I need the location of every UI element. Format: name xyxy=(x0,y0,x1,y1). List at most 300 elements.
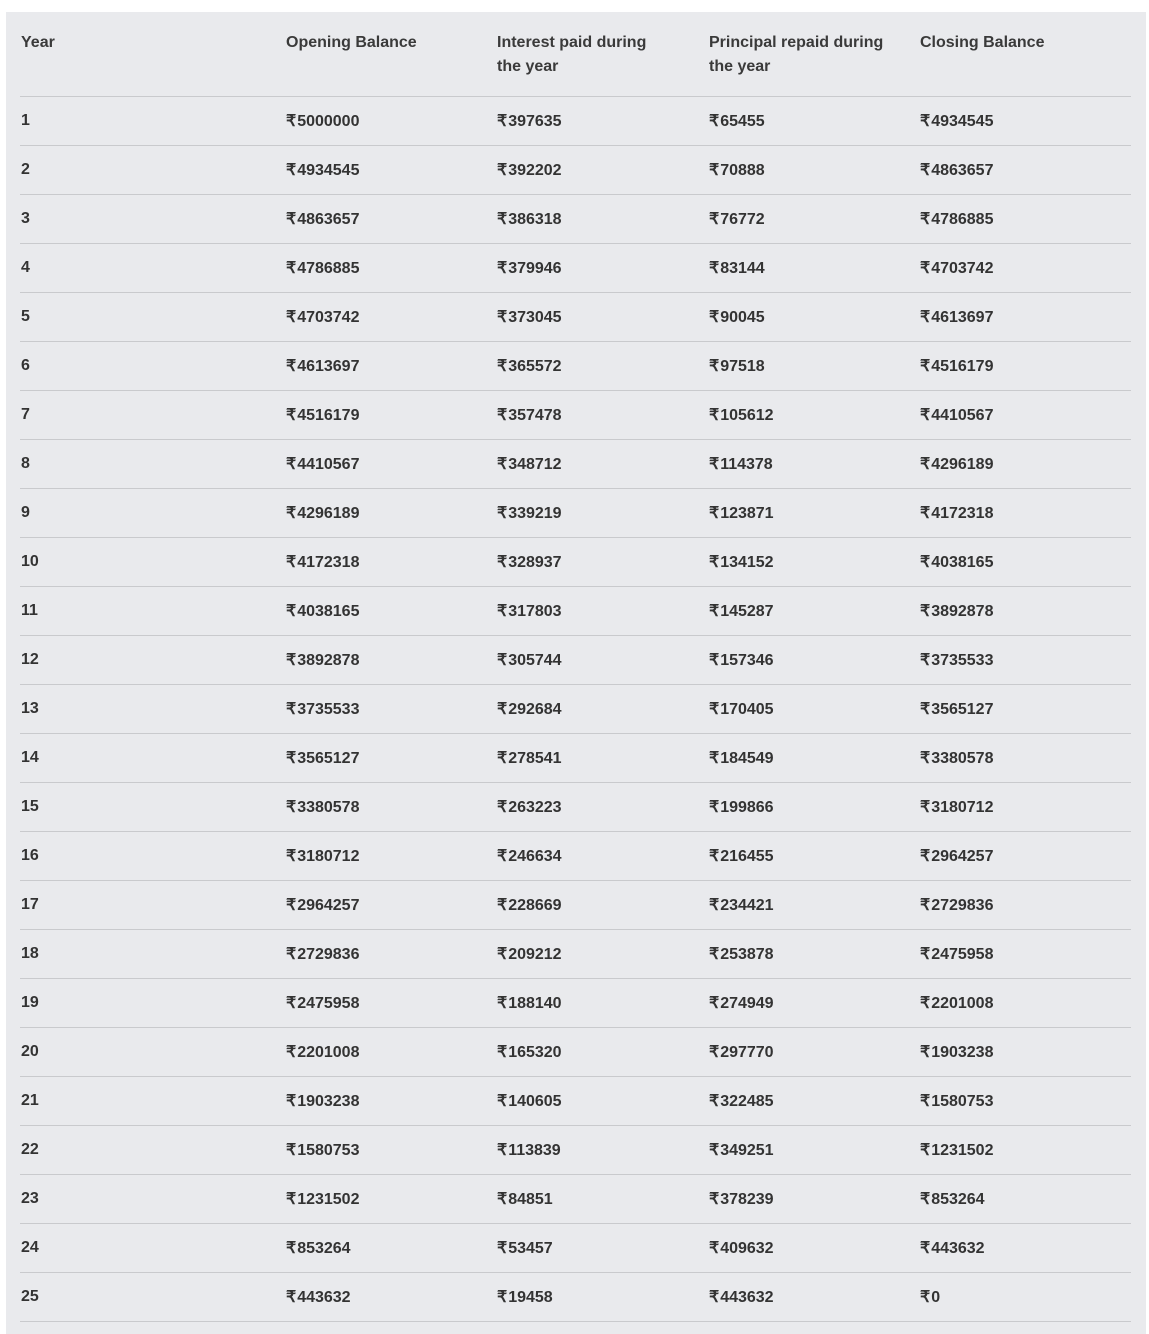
cell-value: 1903238 xyxy=(931,1043,994,1061)
cell-value: 4703742 xyxy=(931,259,994,277)
cell-value: 16 xyxy=(21,846,39,864)
cell-value: 216455 xyxy=(720,847,774,865)
cell-opening-balance xyxy=(285,96,496,145)
cell-year xyxy=(20,1076,285,1125)
cell-year xyxy=(20,292,285,341)
cell-interest-paid xyxy=(496,929,708,978)
rupee-icon: ₹ xyxy=(920,357,931,375)
cell-opening-balance xyxy=(285,978,496,1027)
cell-value: 65455 xyxy=(720,112,765,130)
cell-interest-paid xyxy=(496,1272,708,1321)
cell-closing-balance xyxy=(919,1076,1131,1125)
cell-year xyxy=(20,145,285,194)
cell-value: 4613697 xyxy=(297,357,360,375)
cell-value: 1580753 xyxy=(297,1141,360,1159)
rupee-icon: ₹ xyxy=(920,602,931,620)
cell-value: 1231502 xyxy=(297,1190,360,1208)
cell-year xyxy=(20,537,285,586)
cell-opening-balance xyxy=(285,1076,496,1125)
cell-value: 4516179 xyxy=(931,357,994,375)
cell-year xyxy=(20,880,285,929)
cell-principal-repaid xyxy=(708,1272,919,1321)
cell-value: 246634 xyxy=(508,847,562,865)
cell-value: 3892878 xyxy=(931,602,994,620)
table-row xyxy=(20,96,1131,145)
rupee-icon: ₹ xyxy=(286,602,297,620)
cell-value: 228669 xyxy=(508,896,562,914)
cell-value: 328937 xyxy=(508,553,562,571)
cell-closing-balance xyxy=(919,537,1131,586)
rupee-icon: ₹ xyxy=(286,406,297,424)
cell-year xyxy=(20,1174,285,1223)
cell-opening-balance xyxy=(285,1223,496,1272)
cell-value: 3892878 xyxy=(297,651,360,669)
cell-principal-repaid xyxy=(708,145,919,194)
cell-closing-balance xyxy=(919,1125,1131,1174)
cell-value: 234421 xyxy=(720,896,774,914)
cell-interest-paid xyxy=(496,537,708,586)
rupee-icon: ₹ xyxy=(709,651,720,669)
cell-principal-repaid xyxy=(708,1027,919,1076)
table-row xyxy=(20,733,1131,782)
cell-value: 165320 xyxy=(508,1043,562,1061)
table-header xyxy=(20,12,1131,96)
cell-value: 379946 xyxy=(508,259,562,277)
header-principal-repaid: Principal repaid during the year xyxy=(708,12,919,96)
cell-value: 53457 xyxy=(508,1239,553,1257)
cell-value: 134152 xyxy=(720,553,774,571)
rupee-icon: ₹ xyxy=(286,1043,297,1061)
cell-value: 84851 xyxy=(508,1190,553,1208)
cell-closing-balance xyxy=(919,733,1131,782)
cell-year xyxy=(20,1223,285,1272)
rupee-icon: ₹ xyxy=(920,847,931,865)
rupee-icon: ₹ xyxy=(920,210,931,228)
rupee-icon: ₹ xyxy=(497,308,508,326)
cell-value: 4516179 xyxy=(297,406,360,424)
table-row xyxy=(20,1076,1131,1125)
rupee-icon: ₹ xyxy=(286,161,297,179)
cell-year xyxy=(20,1027,285,1076)
rupee-icon: ₹ xyxy=(709,210,720,228)
cell-principal-repaid xyxy=(708,782,919,831)
cell-principal-repaid xyxy=(708,978,919,1027)
rupee-icon: ₹ xyxy=(920,1239,931,1257)
cell-closing-balance xyxy=(919,96,1131,145)
rupee-icon: ₹ xyxy=(497,994,508,1012)
table-row xyxy=(20,1125,1131,1174)
cell-value: 4410567 xyxy=(931,406,994,424)
cell-closing-balance xyxy=(919,488,1131,537)
rupee-icon: ₹ xyxy=(920,112,931,130)
cell-value: 15 xyxy=(21,797,39,815)
cell-value: 3180712 xyxy=(297,847,360,865)
cell-year xyxy=(20,684,285,733)
cell-value: 253878 xyxy=(720,945,774,963)
rupee-icon: ₹ xyxy=(497,210,508,228)
cell-principal-repaid xyxy=(708,390,919,439)
header-opening-balance: Opening Balance xyxy=(285,12,496,96)
cell-closing-balance xyxy=(919,1223,1131,1272)
cell-value: 20 xyxy=(21,1042,39,1060)
rupee-icon: ₹ xyxy=(497,1043,508,1061)
cell-interest-paid xyxy=(496,733,708,782)
rupee-icon: ₹ xyxy=(920,1092,931,1110)
rupee-icon: ₹ xyxy=(709,749,720,767)
cell-value: 90045 xyxy=(720,308,765,326)
rupee-icon: ₹ xyxy=(920,749,931,767)
cell-value: 19458 xyxy=(508,1288,553,1306)
cell-principal-repaid xyxy=(708,537,919,586)
cell-interest-paid xyxy=(496,292,708,341)
cell-value: 386318 xyxy=(508,210,562,228)
cell-principal-repaid xyxy=(708,929,919,978)
rupee-icon: ₹ xyxy=(286,357,297,375)
rupee-icon: ₹ xyxy=(920,308,931,326)
cell-principal-repaid xyxy=(708,194,919,243)
cell-value: 292684 xyxy=(508,700,562,718)
cell-closing-balance xyxy=(919,390,1131,439)
cell-closing-balance xyxy=(919,1027,1131,1076)
cell-closing-balance xyxy=(919,1174,1131,1223)
cell-value: 378239 xyxy=(720,1190,774,1208)
rupee-icon: ₹ xyxy=(920,1190,931,1208)
header-closing-balance: Closing Balance xyxy=(919,12,1131,96)
cell-opening-balance xyxy=(285,733,496,782)
rupee-icon: ₹ xyxy=(497,1288,508,1306)
cell-value: 443632 xyxy=(297,1288,351,1306)
cell-interest-paid xyxy=(496,880,708,929)
cell-interest-paid xyxy=(496,1076,708,1125)
cell-value: 1580753 xyxy=(931,1092,994,1110)
cell-year xyxy=(20,96,285,145)
cell-year xyxy=(20,733,285,782)
cell-year xyxy=(20,1272,285,1321)
cell-value: 4410567 xyxy=(297,455,360,473)
table-row xyxy=(20,880,1131,929)
rupee-icon: ₹ xyxy=(709,259,720,277)
rupee-icon: ₹ xyxy=(497,749,508,767)
cell-closing-balance xyxy=(919,831,1131,880)
cell-value: 4 xyxy=(21,258,30,276)
cell-value: 18 xyxy=(21,944,39,962)
cell-value: 3 xyxy=(21,209,30,227)
rupee-icon: ₹ xyxy=(286,700,297,718)
rupee-icon: ₹ xyxy=(709,945,720,963)
cell-value: 397635 xyxy=(508,112,562,130)
rupee-icon: ₹ xyxy=(497,1239,508,1257)
cell-value: 3380578 xyxy=(297,798,360,816)
cell-value: 297770 xyxy=(720,1043,774,1061)
cell-value: 392202 xyxy=(508,161,562,179)
table-row xyxy=(20,488,1131,537)
cell-value: 3180712 xyxy=(931,798,994,816)
rupee-icon: ₹ xyxy=(709,602,720,620)
header-year: Year xyxy=(20,12,285,96)
cell-value: 348712 xyxy=(508,455,562,473)
rupee-icon: ₹ xyxy=(709,994,720,1012)
rupee-icon: ₹ xyxy=(709,504,720,522)
cell-value: 145287 xyxy=(720,602,774,620)
cell-value: 7 xyxy=(21,405,30,423)
rupee-icon: ₹ xyxy=(920,504,931,522)
rupee-icon: ₹ xyxy=(497,1190,508,1208)
cell-principal-repaid xyxy=(708,96,919,145)
cell-principal-repaid xyxy=(708,243,919,292)
cell-principal-repaid xyxy=(708,586,919,635)
rupee-icon: ₹ xyxy=(920,798,931,816)
rupee-icon: ₹ xyxy=(709,112,720,130)
cell-value: 274949 xyxy=(720,994,774,1012)
cell-value: 24 xyxy=(21,1238,39,1256)
rupee-icon: ₹ xyxy=(920,1141,931,1159)
rupee-icon: ₹ xyxy=(709,406,720,424)
cell-year xyxy=(20,782,285,831)
cell-closing-balance xyxy=(919,1272,1131,1321)
cell-opening-balance xyxy=(285,243,496,292)
cell-value: 3380578 xyxy=(931,749,994,767)
cell-opening-balance xyxy=(285,880,496,929)
amortization-table xyxy=(20,12,1131,1322)
rupee-icon: ₹ xyxy=(709,308,720,326)
cell-principal-repaid xyxy=(708,1076,919,1125)
cell-value: 209212 xyxy=(508,945,562,963)
cell-value: 4038165 xyxy=(297,602,360,620)
cell-opening-balance xyxy=(285,782,496,831)
cell-value: 188140 xyxy=(508,994,562,1012)
rupee-icon: ₹ xyxy=(920,994,931,1012)
cell-value: 2 xyxy=(21,160,30,178)
cell-opening-balance xyxy=(285,341,496,390)
cell-value: 113839 xyxy=(508,1141,561,1159)
cell-value: 22 xyxy=(21,1140,39,1158)
rupee-icon: ₹ xyxy=(709,1239,720,1257)
cell-value: 4934545 xyxy=(297,161,360,179)
cell-interest-paid xyxy=(496,586,708,635)
rupee-icon: ₹ xyxy=(286,553,297,571)
cell-interest-paid xyxy=(496,1027,708,1076)
cell-value: 263223 xyxy=(508,798,562,816)
rupee-icon: ₹ xyxy=(709,1288,720,1306)
rupee-icon: ₹ xyxy=(709,455,720,473)
cell-closing-balance xyxy=(919,194,1131,243)
cell-closing-balance xyxy=(919,586,1131,635)
cell-value: 3735533 xyxy=(297,700,360,718)
cell-principal-repaid xyxy=(708,341,919,390)
cell-value: 1903238 xyxy=(297,1092,360,1110)
cell-closing-balance xyxy=(919,145,1131,194)
cell-opening-balance xyxy=(285,439,496,488)
cell-opening-balance xyxy=(285,194,496,243)
rupee-icon: ₹ xyxy=(286,651,297,669)
cell-value: 365572 xyxy=(508,357,562,375)
cell-value: 4934545 xyxy=(931,112,994,130)
cell-principal-repaid xyxy=(708,292,919,341)
rupee-icon: ₹ xyxy=(709,357,720,375)
rupee-icon: ₹ xyxy=(497,406,508,424)
cell-value: 443632 xyxy=(931,1239,985,1257)
rupee-icon: ₹ xyxy=(920,455,931,473)
cell-interest-paid xyxy=(496,831,708,880)
table-row xyxy=(20,243,1131,292)
cell-value: 4786885 xyxy=(297,259,360,277)
cell-opening-balance xyxy=(285,684,496,733)
table-row xyxy=(20,978,1131,1027)
rupee-icon: ₹ xyxy=(286,455,297,473)
rupee-icon: ₹ xyxy=(920,945,931,963)
cell-year xyxy=(20,586,285,635)
rupee-icon: ₹ xyxy=(497,455,508,473)
cell-value: 4172318 xyxy=(297,553,360,571)
cell-value: 339219 xyxy=(508,504,562,522)
cell-value: 157346 xyxy=(720,651,774,669)
rupee-icon: ₹ xyxy=(709,161,720,179)
cell-value: 357478 xyxy=(508,406,562,424)
rupee-icon: ₹ xyxy=(497,161,508,179)
cell-interest-paid xyxy=(496,194,708,243)
cell-year xyxy=(20,488,285,537)
table-row xyxy=(20,1223,1131,1272)
cell-value: 11 xyxy=(21,601,38,619)
cell-interest-paid xyxy=(496,635,708,684)
cell-value: 4703742 xyxy=(297,308,360,326)
cell-interest-paid xyxy=(496,684,708,733)
rupee-icon: ₹ xyxy=(286,896,297,914)
cell-year xyxy=(20,243,285,292)
cell-value: 8 xyxy=(21,454,30,472)
rupee-icon: ₹ xyxy=(286,259,297,277)
cell-principal-repaid xyxy=(708,1125,919,1174)
cell-value: 1231502 xyxy=(931,1141,994,1159)
cell-opening-balance xyxy=(285,292,496,341)
rupee-icon: ₹ xyxy=(497,847,508,865)
cell-closing-balance xyxy=(919,880,1131,929)
cell-closing-balance xyxy=(919,292,1131,341)
cell-value: 76772 xyxy=(720,210,765,228)
rupee-icon: ₹ xyxy=(709,1043,720,1061)
cell-opening-balance xyxy=(285,831,496,880)
rupee-icon: ₹ xyxy=(286,112,297,130)
cell-interest-paid xyxy=(496,390,708,439)
cell-year xyxy=(20,978,285,1027)
cell-interest-paid xyxy=(496,488,708,537)
cell-value: 443632 xyxy=(720,1288,774,1306)
rupee-icon: ₹ xyxy=(920,553,931,571)
rupee-icon: ₹ xyxy=(709,700,720,718)
cell-year xyxy=(20,194,285,243)
cell-value: 2729836 xyxy=(297,945,360,963)
rupee-icon: ₹ xyxy=(286,847,297,865)
cell-year xyxy=(20,929,285,978)
table-row xyxy=(20,145,1131,194)
cell-opening-balance xyxy=(285,390,496,439)
cell-interest-paid xyxy=(496,96,708,145)
cell-value: 5000000 xyxy=(297,112,360,130)
cell-value: 70888 xyxy=(720,161,765,179)
cell-value: 0 xyxy=(931,1288,941,1306)
cell-value: 5 xyxy=(21,307,30,325)
cell-value: 2964257 xyxy=(297,896,360,914)
cell-value: 1 xyxy=(21,111,30,129)
rupee-icon: ₹ xyxy=(497,945,508,963)
cell-interest-paid xyxy=(496,341,708,390)
table-row xyxy=(20,537,1131,586)
cell-value: 4786885 xyxy=(931,210,994,228)
rupee-icon: ₹ xyxy=(497,112,508,130)
rupee-icon: ₹ xyxy=(709,1141,720,1159)
rupee-icon: ₹ xyxy=(497,896,508,914)
cell-interest-paid xyxy=(496,243,708,292)
cell-interest-paid xyxy=(496,439,708,488)
rupee-icon: ₹ xyxy=(497,700,508,718)
cell-value: 13 xyxy=(21,699,39,717)
cell-closing-balance xyxy=(919,439,1131,488)
cell-year xyxy=(20,439,285,488)
cell-value: 4296189 xyxy=(931,455,994,473)
cell-value: 14 xyxy=(21,748,39,766)
cell-year xyxy=(20,831,285,880)
cell-opening-balance xyxy=(285,1272,496,1321)
cell-value: 2729836 xyxy=(931,896,994,914)
rupee-icon: ₹ xyxy=(286,798,297,816)
rupee-icon: ₹ xyxy=(709,896,720,914)
cell-value: 3565127 xyxy=(931,700,994,718)
cell-value: 4863657 xyxy=(297,210,360,228)
rupee-icon: ₹ xyxy=(286,1288,297,1306)
cell-principal-repaid xyxy=(708,684,919,733)
rupee-icon: ₹ xyxy=(286,1190,297,1208)
rupee-icon: ₹ xyxy=(497,1141,508,1159)
cell-value: 4296189 xyxy=(297,504,360,522)
cell-closing-balance xyxy=(919,978,1131,1027)
rupee-icon: ₹ xyxy=(286,1092,297,1110)
rupee-icon: ₹ xyxy=(497,357,508,375)
cell-value: 123871 xyxy=(720,504,774,522)
table-row xyxy=(20,586,1131,635)
table-row xyxy=(20,929,1131,978)
cell-interest-paid xyxy=(496,782,708,831)
cell-closing-balance xyxy=(919,341,1131,390)
cell-value: 105612 xyxy=(720,406,774,424)
rupee-icon: ₹ xyxy=(497,259,508,277)
cell-opening-balance xyxy=(285,488,496,537)
cell-year xyxy=(20,1125,285,1174)
header-interest-paid: Interest paid during the year xyxy=(496,12,708,96)
rupee-icon: ₹ xyxy=(920,1288,931,1306)
cell-principal-repaid xyxy=(708,1223,919,1272)
rupee-icon: ₹ xyxy=(920,161,931,179)
table-row xyxy=(20,1174,1131,1223)
cell-interest-paid xyxy=(496,145,708,194)
cell-value: 2201008 xyxy=(297,1043,360,1061)
rupee-icon: ₹ xyxy=(497,1092,508,1110)
cell-value: 23 xyxy=(21,1189,39,1207)
table-row xyxy=(20,782,1131,831)
rupee-icon: ₹ xyxy=(709,847,720,865)
amortization-panel xyxy=(6,12,1146,1334)
rupee-icon: ₹ xyxy=(920,700,931,718)
table-row xyxy=(20,341,1131,390)
cell-value: 322485 xyxy=(720,1092,774,1110)
rupee-icon: ₹ xyxy=(920,896,931,914)
rupee-icon: ₹ xyxy=(709,1092,720,1110)
rupee-icon: ₹ xyxy=(286,210,297,228)
cell-value: 2475958 xyxy=(297,994,360,1012)
cell-value: 184549 xyxy=(720,749,774,767)
cell-value: 2475958 xyxy=(931,945,994,963)
cell-opening-balance xyxy=(285,1174,496,1223)
rupee-icon: ₹ xyxy=(920,406,931,424)
